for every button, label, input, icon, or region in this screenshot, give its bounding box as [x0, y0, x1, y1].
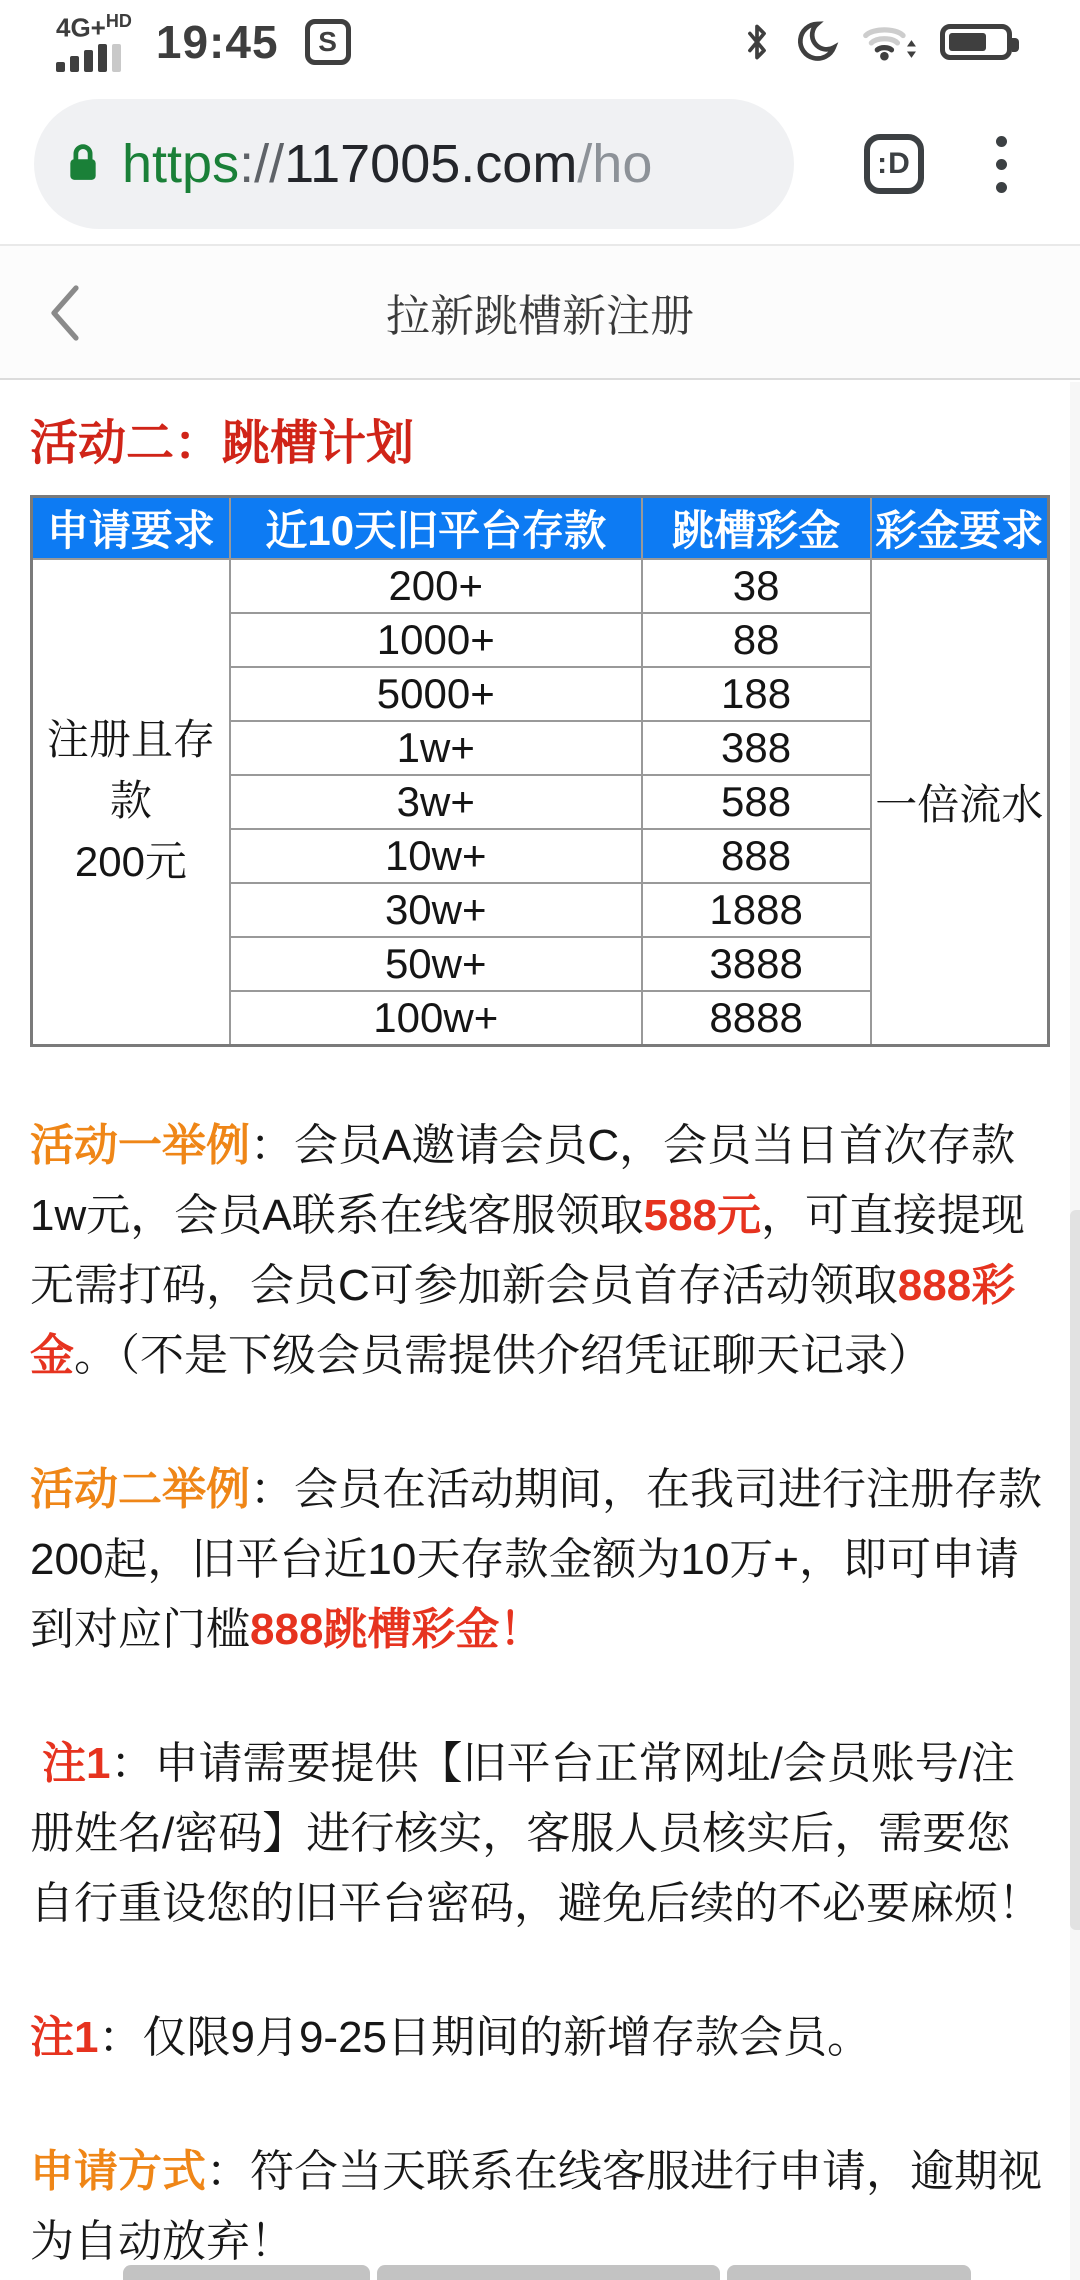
column-header: 申请要求	[32, 497, 230, 560]
tab-switcher-button[interactable]: :D	[864, 134, 924, 194]
note1-label: 注1	[42, 1738, 111, 1788]
bonus-cell: 888	[642, 829, 871, 883]
requirement-line: 200元	[74, 838, 187, 886]
bonus-cell: 88	[642, 613, 871, 667]
deposit-cell: 50w+	[230, 937, 642, 991]
apply-method-label: 申请方式	[30, 2146, 206, 2196]
page-title: 拉新跳槽新注册	[386, 292, 694, 341]
url-scheme: https	[122, 134, 240, 194]
url-separator: ://	[239, 134, 285, 194]
back-button[interactable]	[48, 284, 82, 347]
bonus-cell: 3888	[642, 937, 871, 991]
url-host: 117005.com	[284, 134, 578, 194]
deposit-cell: 5000+	[230, 667, 642, 721]
bonus-tier-table	[30, 495, 1050, 1047]
do-not-disturb-moon-icon	[796, 20, 840, 64]
bonus-cell: 1888	[642, 883, 871, 937]
deposit-cell: 1w+	[230, 721, 642, 775]
column-header: 彩金要求	[871, 497, 1049, 560]
example1-highlight: 888彩金	[30, 1260, 1016, 1380]
browser-toolbar	[0, 84, 1080, 246]
section-heading: 活动二：跳槽计划	[30, 417, 415, 470]
battery-fill	[949, 33, 986, 51]
clock: 19:45	[155, 16, 279, 68]
note1-text: ：申请需要提供【旧平台正常网址/会员账号/注册姓名/密码】进行核实，客服人员核实后，需要您自行重设您的旧平台密码，避免后续的不必要麻烦！	[30, 1738, 1042, 1928]
example1-paragraph	[30, 1111, 1050, 1391]
hd-badge: HD	[105, 11, 132, 32]
requirement-cell	[32, 559, 230, 1045]
wifi-icon	[862, 18, 918, 66]
browser-menu-button[interactable]	[990, 130, 1013, 199]
table-header-row	[32, 497, 1049, 560]
apply-method-text: ：符合当天联系在线客服进行申请，逾期视为自动放弃！	[30, 2146, 1042, 2266]
example1-text: ，可直接提现无需打码，会员C可参加新会员首存活动领取	[30, 1190, 1026, 1310]
requirement-line: 注册且存款	[46, 716, 215, 825]
bonus-cell: 188	[642, 667, 871, 721]
apply-method-paragraph	[30, 2137, 1050, 2277]
screenshot-s-icon: S	[305, 19, 351, 65]
example2-highlight: 888跳槽彩金！	[250, 1604, 544, 1654]
url-address-bar[interactable]	[34, 99, 794, 229]
note2-label: 注1	[30, 2012, 99, 2062]
example1-highlight: 588元	[643, 1190, 762, 1240]
footer-button[interactable]	[727, 2265, 971, 2280]
network-type-label	[56, 12, 132, 41]
column-header: 跳槽彩金	[642, 497, 871, 560]
note2-text: ：仅限9月9-25日期间的新增存款会员。	[98, 2012, 872, 2062]
table-row	[32, 559, 1049, 613]
status-bar	[0, 0, 1080, 84]
bonus-cell: 38	[642, 559, 871, 613]
network-type: 4G+	[56, 12, 106, 43]
footer-button[interactable]	[123, 2265, 370, 2280]
url-path: /ho	[577, 134, 653, 194]
bonus-cell: 8888	[642, 991, 871, 1045]
deposit-cell: 100w+	[230, 991, 642, 1045]
footer-button[interactable]	[377, 2265, 720, 2280]
cell-signal-icon	[56, 12, 132, 72]
example2-label: 活动二举例	[30, 1464, 250, 1514]
footer-buttons	[123, 2265, 971, 2280]
battery-icon	[940, 24, 1012, 60]
example1-text: 。（不是下级会员需提供介绍凭证聊天记录）	[74, 1330, 932, 1380]
deposit-cell: 3w+	[230, 775, 642, 829]
page-header	[0, 246, 1080, 380]
deposit-cell: 10w+	[230, 829, 642, 883]
signal-bars-icon	[56, 44, 121, 72]
deposit-cell: 1000+	[230, 613, 642, 667]
example1-text: ：会员A邀请会员C，会员当日首次存款1w元，会员A联系在线客服领取	[30, 1120, 1016, 1240]
example2-paragraph	[30, 1455, 1050, 1665]
bluetooth-icon	[740, 20, 774, 64]
deposit-cell: 200+	[230, 559, 642, 613]
column-header: 近10天旧平台存款	[230, 497, 642, 560]
deposit-cell: 30w+	[230, 883, 642, 937]
page-content	[0, 404, 1080, 2277]
https-lock-icon	[64, 139, 102, 189]
example1-label: 活动一举例	[30, 1120, 250, 1170]
note2-paragraph	[30, 2003, 1050, 2073]
scrollbar-thumb[interactable]	[1070, 1210, 1080, 1930]
chevron-left-icon	[48, 284, 82, 342]
note1-paragraph	[30, 1729, 1050, 1939]
turnover-cell: 一倍流水	[871, 559, 1049, 1045]
bonus-cell: 388	[642, 721, 871, 775]
bonus-cell: 588	[642, 775, 871, 829]
url-text	[122, 133, 652, 195]
example2-text: ：会员在活动期间，在我司进行注册存款200起，旧平台近10天存款金额为10万+，即可申请到对应门槛	[30, 1464, 1042, 1654]
status-icons	[740, 18, 1020, 66]
